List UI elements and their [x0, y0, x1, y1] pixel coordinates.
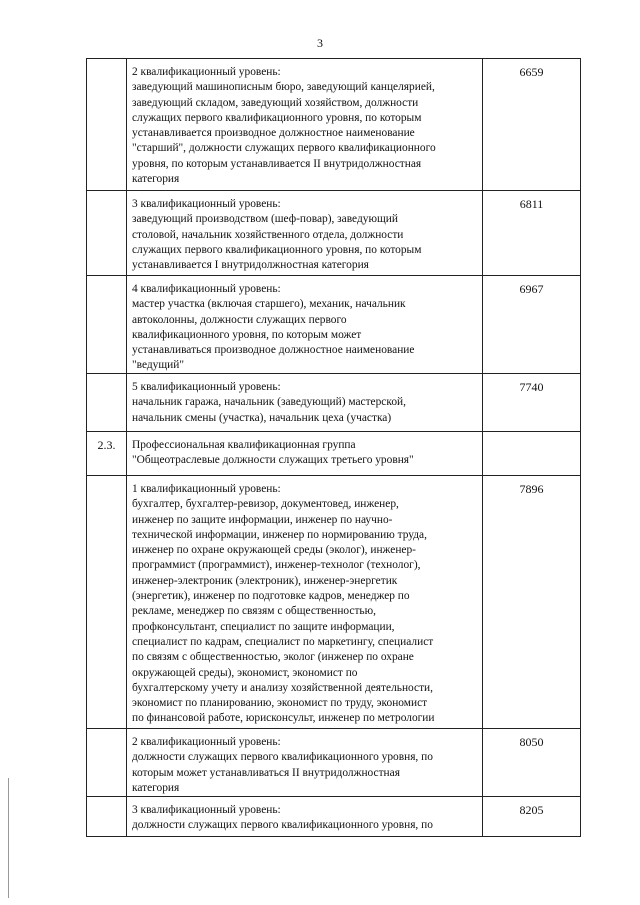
table-row — [87, 797, 580, 837]
salary-value: 7896 — [519, 482, 544, 496]
row-number — [87, 276, 127, 373]
table-row — [87, 729, 580, 797]
row-number — [87, 59, 127, 190]
row-number — [87, 191, 127, 275]
salary-value: 8205 — [519, 803, 544, 817]
table-row — [87, 476, 580, 729]
row-number — [87, 476, 127, 728]
salary-value: 6967 — [519, 282, 544, 296]
page-number: 3 — [317, 36, 323, 50]
table-row — [87, 432, 580, 476]
qualification-description: 2 квалификационный уровень: заведующий машинописным бюро, заведующий канцелярией, заведующий складом, заведующий хозяйством, должности служащих первого квалификационного уровня, по которым устанавливается производное должностное наименование "старший", должности служащих первого квалификационного уровня, по которым устанавливается II внутридолжностная категория — [127, 59, 483, 190]
qualification-description: 5 квалификационный уровень: начальник гаража, начальник (заведующий) мастерской, начальник смены (участка), начальник цеха (участка) — [127, 374, 483, 431]
salary-value: 8050 — [519, 735, 544, 749]
scan-margin-line — [8, 778, 9, 898]
group-title: Профессиональная квалификационная группа "Общеотраслевые должности служащих третьего уровня" — [127, 432, 483, 475]
row-number — [87, 797, 127, 836]
qualification-description: 1 квалификационный уровень: бухгалтер, бухгалтер-ревизор, документовед, инженер, инженер по защите информации, инженер по научно- технической информации, инженер по нормированию труда, инженер по охране окружающей среды (эколог), инженер- программист (программист), инженер-технолог (технолог), инженер-электроник (электроник), инженер-энергетик (энергетик), инженер по подготовке кадров, менеджер по рекламе, менеджер по связям с общественностью, профконсультант, специалист по защите информации, специалист по кадрам, специалист по маркетингу, специалист по связям с общественностью, эколог (инженер по охране окружающей среды), экономист, экономист по бухгалтерскому учету и анализу хозяйственной деятельности, экономист по планированию, экономист по труду, экономист по финансовой работе, юрисконсульт, инженер по метрологии — [127, 476, 483, 728]
row-number: 2.3. — [87, 432, 127, 475]
row-number — [87, 374, 127, 431]
salary-value — [483, 432, 580, 475]
salary-value: 6811 — [519, 197, 544, 211]
salary-value: 6659 — [519, 65, 544, 79]
table-row — [87, 191, 580, 276]
salary-table — [86, 58, 581, 837]
salary-value: 7740 — [519, 380, 544, 394]
qualification-description: 2 квалификационный уровень: должности служащих первого квалификационного уровня, по которым может устанавливаться II внутридолжностная категория — [127, 729, 483, 796]
table-row — [87, 276, 580, 374]
qualification-description: 3 квалификационный уровень: заведующий производством (шеф-повар), заведующий столовой, начальник хозяйственного отдела, должности служащих первого квалификационного уровня, по которым устанавливается I внутридолжностная категория — [127, 191, 483, 275]
qualification-description: 4 квалификационный уровень: мастер участка (включая старшего), механик, начальник автоколонны, должности служащих первого квалификационного уровня, по которым может устанавливаться производное должностное наименование "ведущий" — [127, 276, 483, 373]
table-row — [87, 374, 580, 432]
qualification-description: 3 квалификационный уровень: должности служащих первого квалификационного уровня, по — [127, 797, 483, 836]
table-row — [87, 59, 580, 191]
row-number — [87, 729, 127, 796]
